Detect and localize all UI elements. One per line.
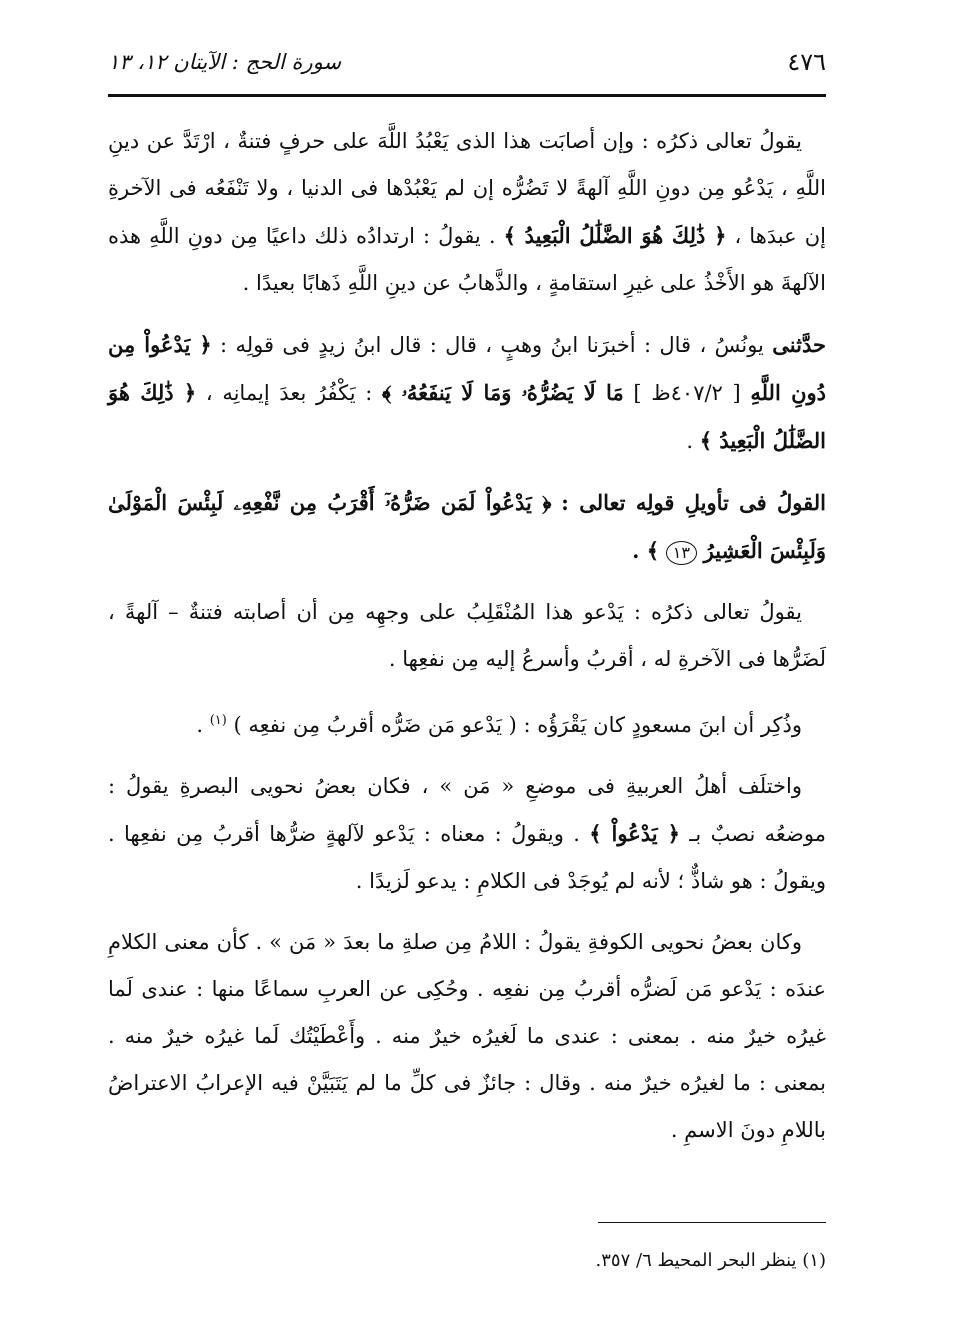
p6-quran-quote: ﴿ يَدْعُواْ ﴾ — [589, 821, 680, 846]
footnote-marker: (١) — [209, 713, 227, 728]
p3-lead: القولُ فى تأويلِ قولِه تعالى : — [561, 490, 827, 515]
paragraph-2 — [108, 321, 826, 465]
p2-manuscript-ref: [ ٤٠٧/٢ظ ] — [633, 381, 741, 405]
p1-text-end: . يقولُ : ارتدادُه ذلك داعيًا مِن دونِ اللَّهِ هذه الآلهةَ هو الأَخْذُ على غيرِ استقامةٍ ، والذَّهابُ عن دينِ اللَّهِ ذَهابًا بعيدًا . — [108, 224, 826, 295]
ayah-number-badge: ١٣ — [666, 541, 697, 565]
paragraph-7 — [108, 919, 826, 1154]
p3-quran-quote: ﴿ يَدْعُواْ لَمَن ضَرُّهُۥٓ أَقْرَبُ مِن نَّفْعِهِۦ لَبِئْسَ الْمَوْلَىٰ وَلَبِئْسَ الْعَشِيرُ — [108, 490, 826, 563]
footnote — [108, 1246, 826, 1276]
header-divider — [108, 94, 826, 97]
footnote-divider — [598, 1222, 826, 1223]
p2-text-end: . — [686, 429, 694, 453]
p2-text-a: يونُسُ ، قال : أخبرَنا ابنُ وهبٍ ، قال : قال ابنُ زيدٍ فى قولِه : — [220, 333, 764, 357]
p2-quran-quote-1: ﴿ يَدْعُواْ مِن دُونِ اللَّهِ — [108, 332, 826, 405]
p5-text-end: . — [196, 713, 204, 737]
paragraph-6 — [108, 763, 826, 905]
p7-text: وكان بعضُ نحويى الكوفةِ يقولُ : اللامُ مِن صلةِ ما بعدَ « مَن » . كأن معنى الكلامِ عندَه : يَدْعو مَن لَضرُّه أقربُ مِن نفعِه . وحُكِى عن العربِ سماعًا منها : عندى لَما غيرُه خيرٌ منه . بمعنى : عندى ما لَغيرُه خيرٌ منه . وأَعْطَيْتُك لَما غيرُه خيرٌ منه . بمعنى : ما لغيرُه خيرٌ منه . وقال : جائزٌ فى كلِّ ما لم يَتَبَيَّنْ فيه الإعرابُ الاعتراضُ باللامِ دونَ الاسمِ . — [108, 930, 826, 1142]
paragraph-3-heading — [108, 479, 826, 575]
p2-quran-quote-2: مَا لَا يَضُرُّهُۥ وَمَا لَا يَنفَعُهُۥ ﴾ — [381, 380, 624, 405]
p6-text: واختلَف أهلُ العربيةِ فى موضعِ « مَن » ، فكان بعضُ نحويى البصرةِ يقولُ : موضعُه نصبٌ بـ — [108, 774, 826, 846]
p2-quran-quote-3: ﴿ ذَٰلِكَ هُوَ الضَّلَٰلُ الْبَعِيدُ ﴾ — [108, 380, 826, 453]
paragraph-4 — [108, 589, 826, 683]
running-title: سورة الحج : الآيتان ١٢، ١٣ — [108, 50, 342, 74]
p1-quran-quote: ﴿ ذَٰلِكَ هُوَ الضَّلَٰلُ الْبَعِيدُ ﴾ — [503, 223, 727, 248]
page-header — [108, 40, 826, 84]
page-number: ٤٧٦ — [787, 48, 826, 76]
p4-text: يقولُ تعالى ذكرُه : يَدْعو هذا المُنْقَلِبُ على وجهِه مِن أن أصابته فتنةٌ – آلهةً ، لَضَرُّها فى الآخرةِ له ، أقربُ وأسرعُ إليه مِن نفعِها . — [108, 600, 826, 671]
p5-text: وذُكِر أن ابنَ مسعودٍ كان يَقْرَؤُه : ( يَدْعو مَن ضَرُّه أقربُ مِن نفعِه ) — [233, 713, 802, 737]
paragraph-5 — [108, 697, 826, 749]
main-text — [108, 118, 826, 1168]
p6-text-end: . ويقولُ : معناه : يَدْعو لآلهةٍ ضرُّها أقربُ مِن نفعِها . ويقولُ : هو شاذٌّ ؛ لأنه لم يُوجَدْ فى الكلامِ : يدعو لَزيدًا . — [108, 822, 826, 893]
p1-text: يقولُ تعالى ذكرُه : وإن أصابَت هذا الذى يَعْبُدُ اللَّهَ على حرفٍ فتنةٌ ، ارْتَدَّ عن دينِ اللَّهِ ، يَدْعُو مِن دونِ اللَّهِ آلهةً لا تَضُرُّه إن لم يَعْبُدْها فى الدنيا ، ولا تَنْفَعُه فى الآخرةِ إن عبدَها ، — [108, 129, 826, 248]
footnote-text: (١) ينظر البحر المحيط ٦/ ٣٥٧. — [595, 1250, 826, 1271]
p3-quran-close: ﴾ . — [632, 538, 660, 563]
p2-text-b: : يَكْفُرُ بعدَ إيمانِه ، — [205, 381, 373, 405]
paragraph-1 — [108, 118, 826, 307]
p2-lead: حدَّثنى — [772, 332, 826, 357]
